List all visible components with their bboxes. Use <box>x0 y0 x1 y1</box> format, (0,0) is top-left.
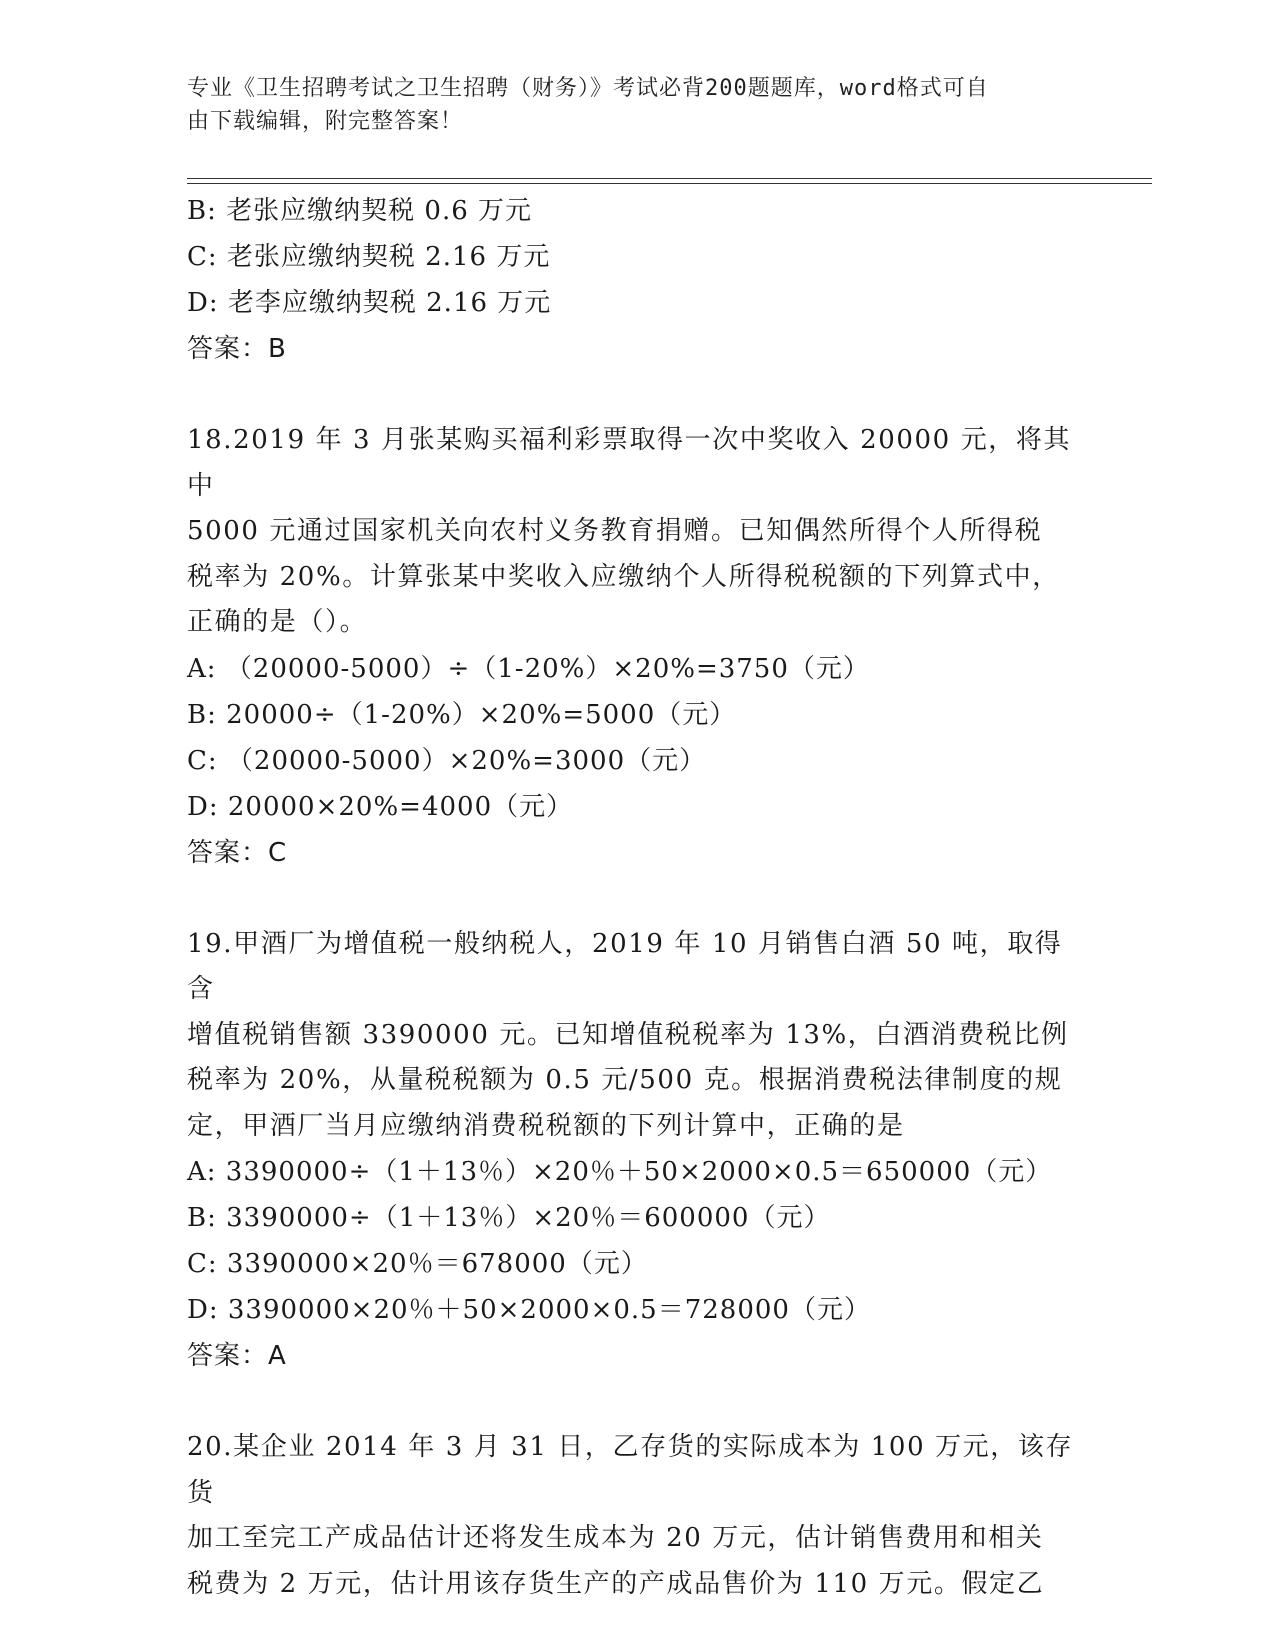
option-d: D: 20000×20%=4000（元） <box>187 791 574 822</box>
document-header <box>187 72 1077 138</box>
question-19 <box>187 922 1087 1380</box>
option-c: C: 3390000×20％＝678000（元） <box>187 1249 648 1279</box>
header-line-2: 由下载编辑，附完整答案！ <box>187 109 464 134</box>
header-rule-top <box>187 178 1152 179</box>
stem-line: 税费为 2 万元，估计用该存货生产的产成品售价为 110 万元。假定乙 <box>187 1568 1045 1599</box>
option-c: C: 老张应缴纳契税 2.16 万元 <box>187 242 551 272</box>
option-b: B: 20000÷（1-20%）×20%=5000（元） <box>187 699 737 730</box>
option-d: D: 老李应缴纳契税 2.16 万元 <box>187 288 552 318</box>
option-b: B: 3390000÷（1＋13％）×20％＝600000（元） <box>187 1203 831 1233</box>
question-list <box>187 188 1087 1607</box>
stem-line: 正确的是（）。 <box>187 607 368 637</box>
stem-line: 定，甲酒厂当月应缴纳消费税税额的下列计算中，正确的是 <box>187 1110 905 1141</box>
option-a: A: 3390000÷（1＋13％）×20％＋50×2000×0.5＝650000（元） <box>187 1157 1053 1187</box>
answer-line: 答案：C <box>187 837 288 868</box>
question-20 <box>187 1425 1087 1607</box>
question-17 <box>187 188 1087 372</box>
stem-line: 增值税销售额 3390000 元。已知增值税税率为 13%，白酒消费税比例 <box>187 1019 1069 1050</box>
option-c: C: （20000-5000）×20%=3000（元） <box>187 745 707 776</box>
stem-line: 加工至完工产成品估计还将发生成本为 20 万元，估计销售费用和相关 <box>187 1523 1044 1553</box>
option-d: D: 3390000×20％＋50×2000×0.5＝728000（元） <box>187 1295 871 1325</box>
spacer <box>187 1379 1087 1425</box>
stem-line: 税率为 20%。计算张某中奖收入应缴纳个人所得税税额的下列算式中， <box>187 561 1060 592</box>
header-rule-bottom <box>187 183 1152 184</box>
stem-line: 税率为 20%，从量税税额为 0.5 元/500 克。根据消费税法律制度的规 <box>187 1065 1063 1095</box>
question-stem <box>187 418 1087 646</box>
header-line-1: 专业《卫生招聘考试之卫生招聘（财务）》考试必背200题题库，word格式可自 <box>187 76 989 101</box>
question-stem <box>187 922 1087 1150</box>
option-a: A: （20000-5000）÷（1-20%）×20%=3750（元） <box>187 653 870 684</box>
option-b: B: 老张应缴纳契税 0.6 万元 <box>187 196 533 226</box>
spacer <box>187 372 1087 418</box>
stem-line: 18.2019 年 3 月张某购买福利彩票取得一次中奖收入 20000 元，将其中 <box>187 425 1072 501</box>
stem-line: 20.某企业 2014 年 3 月 31 日，乙存货的实际成本为 100 万元，该存货 <box>187 1432 1074 1508</box>
stem-line: 19.甲酒厂为增值税一般纳税人，2019 年 10 月销售白酒 50 吨，取得含 <box>187 928 1063 1004</box>
answer-line: 答案：A <box>187 1341 287 1371</box>
spacer <box>187 876 1087 922</box>
stem-line: 5000 元通过国家机关向农村义务教育捐赠。已知偶然所得个人所得税 <box>187 516 1043 546</box>
question-stem <box>187 1425 1087 1607</box>
answer-line: 答案：B <box>187 334 287 364</box>
question-18 <box>187 418 1087 876</box>
